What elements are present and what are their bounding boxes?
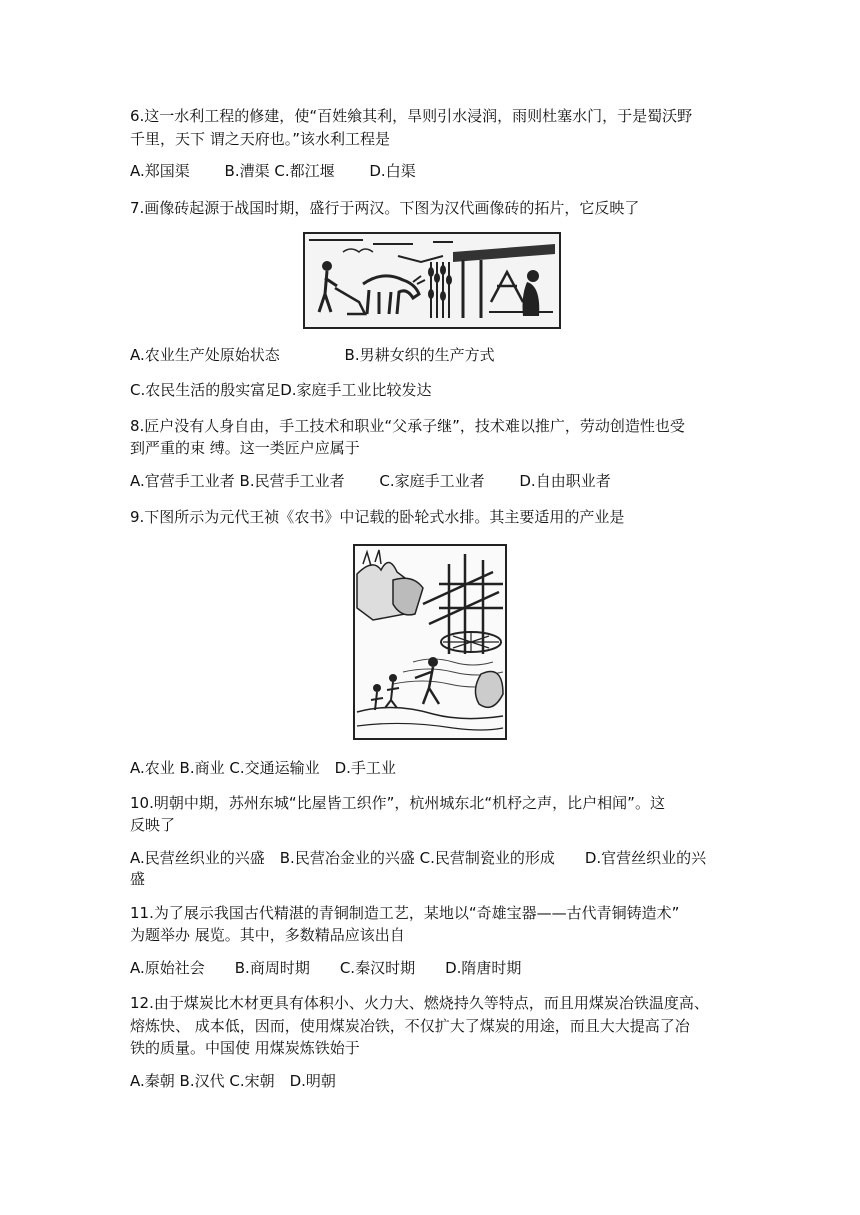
q11-stem-line-2: 为题举办 展览。其中，多数精品应该出自 (130, 926, 405, 944)
q10-stem-line-1: 10.明朝中期，苏州东城“比屋皆工织作”，杭州城东北“机杼之声，比户相闻”。这 (130, 794, 665, 812)
q7-stem: 7.画像砖起源于战国时期，盛行于两汉。下图为汉代画像砖的拓片，它反映了 (130, 199, 640, 217)
q6-stem-line-2: 千里，天下 谓之天府也。”该水利工程是 (130, 130, 391, 148)
q10-options-line-1: A.民营丝织业的兴盛 B.民营冶金业的兴盛 C.民营制瓷业的形成 D.官营丝织业的兴 (130, 849, 707, 867)
q8-stem-line-1: 8.匠户没有人身自由，手工技术和职业“父承子继”，技术难以推广，劳动创造性也受 (130, 417, 685, 435)
q9-options: A.农业 B.商业 C.交通运输业 D.手工业 (130, 759, 396, 777)
q7-options-line-1: A.农业生产处原始状态 B.男耕女织的生产方式 (130, 346, 495, 364)
q11-stem-line-1: 11.为了展示我国古代精湛的青铜制造工艺，某地以“奇雄宝器——古代青铜铸造术” (130, 904, 680, 922)
q10-stem-line-2: 反映了 (130, 816, 176, 834)
han-brick-rubbing-image (303, 232, 561, 329)
q10-options-line-2: 盛 (130, 870, 146, 888)
q8-stem-line-2: 到严重的束 缚。这一类匠户应属于 (130, 439, 360, 457)
q12-stem-line-2: 熔炼快、 成本低，因而，使用煤炭冶铁，不仅扩大了煤炭的用途，而且大大提高了冶 (130, 1017, 690, 1035)
q7-options-line-2: C.农民生活的殷实富足D.家庭手工业比较发达 (130, 381, 432, 399)
horizontal-water-wheel-woodcut-image (353, 544, 507, 740)
q12-options: A.秦朝 B.汉代 C.宋朝 D.明朝 (130, 1072, 336, 1090)
q6-options: A.郑国渠 B.漕渠 C.都江堰 D.白渠 (130, 162, 416, 180)
q11-options: A.原始社会 B.商周时期 C.秦汉时期 D.隋唐时期 (130, 959, 522, 977)
q8-options: A.官营手工业者 B.民营手工业者 C.家庭手工业者 D.自由职业者 (130, 472, 611, 490)
q12-stem-line-1: 12.由于煤炭比木材更具有体积小、火力大、燃烧持久等特点，而且用煤炭冶铁温度高、 (130, 994, 709, 1012)
q6-stem-line-1: 6.这一水利工程的修建，使“百姓飨其利，旱则引水浸润，雨则杜塞水门，于是蜀沃野 (130, 107, 693, 125)
q9-stem: 9.下图所示为元代王祯《农书》中记载的卧轮式水排。其主要适用的产业是 (130, 508, 625, 526)
q12-stem-line-3: 铁的质量。中国使 用煤炭炼铁始于 (130, 1039, 360, 1057)
